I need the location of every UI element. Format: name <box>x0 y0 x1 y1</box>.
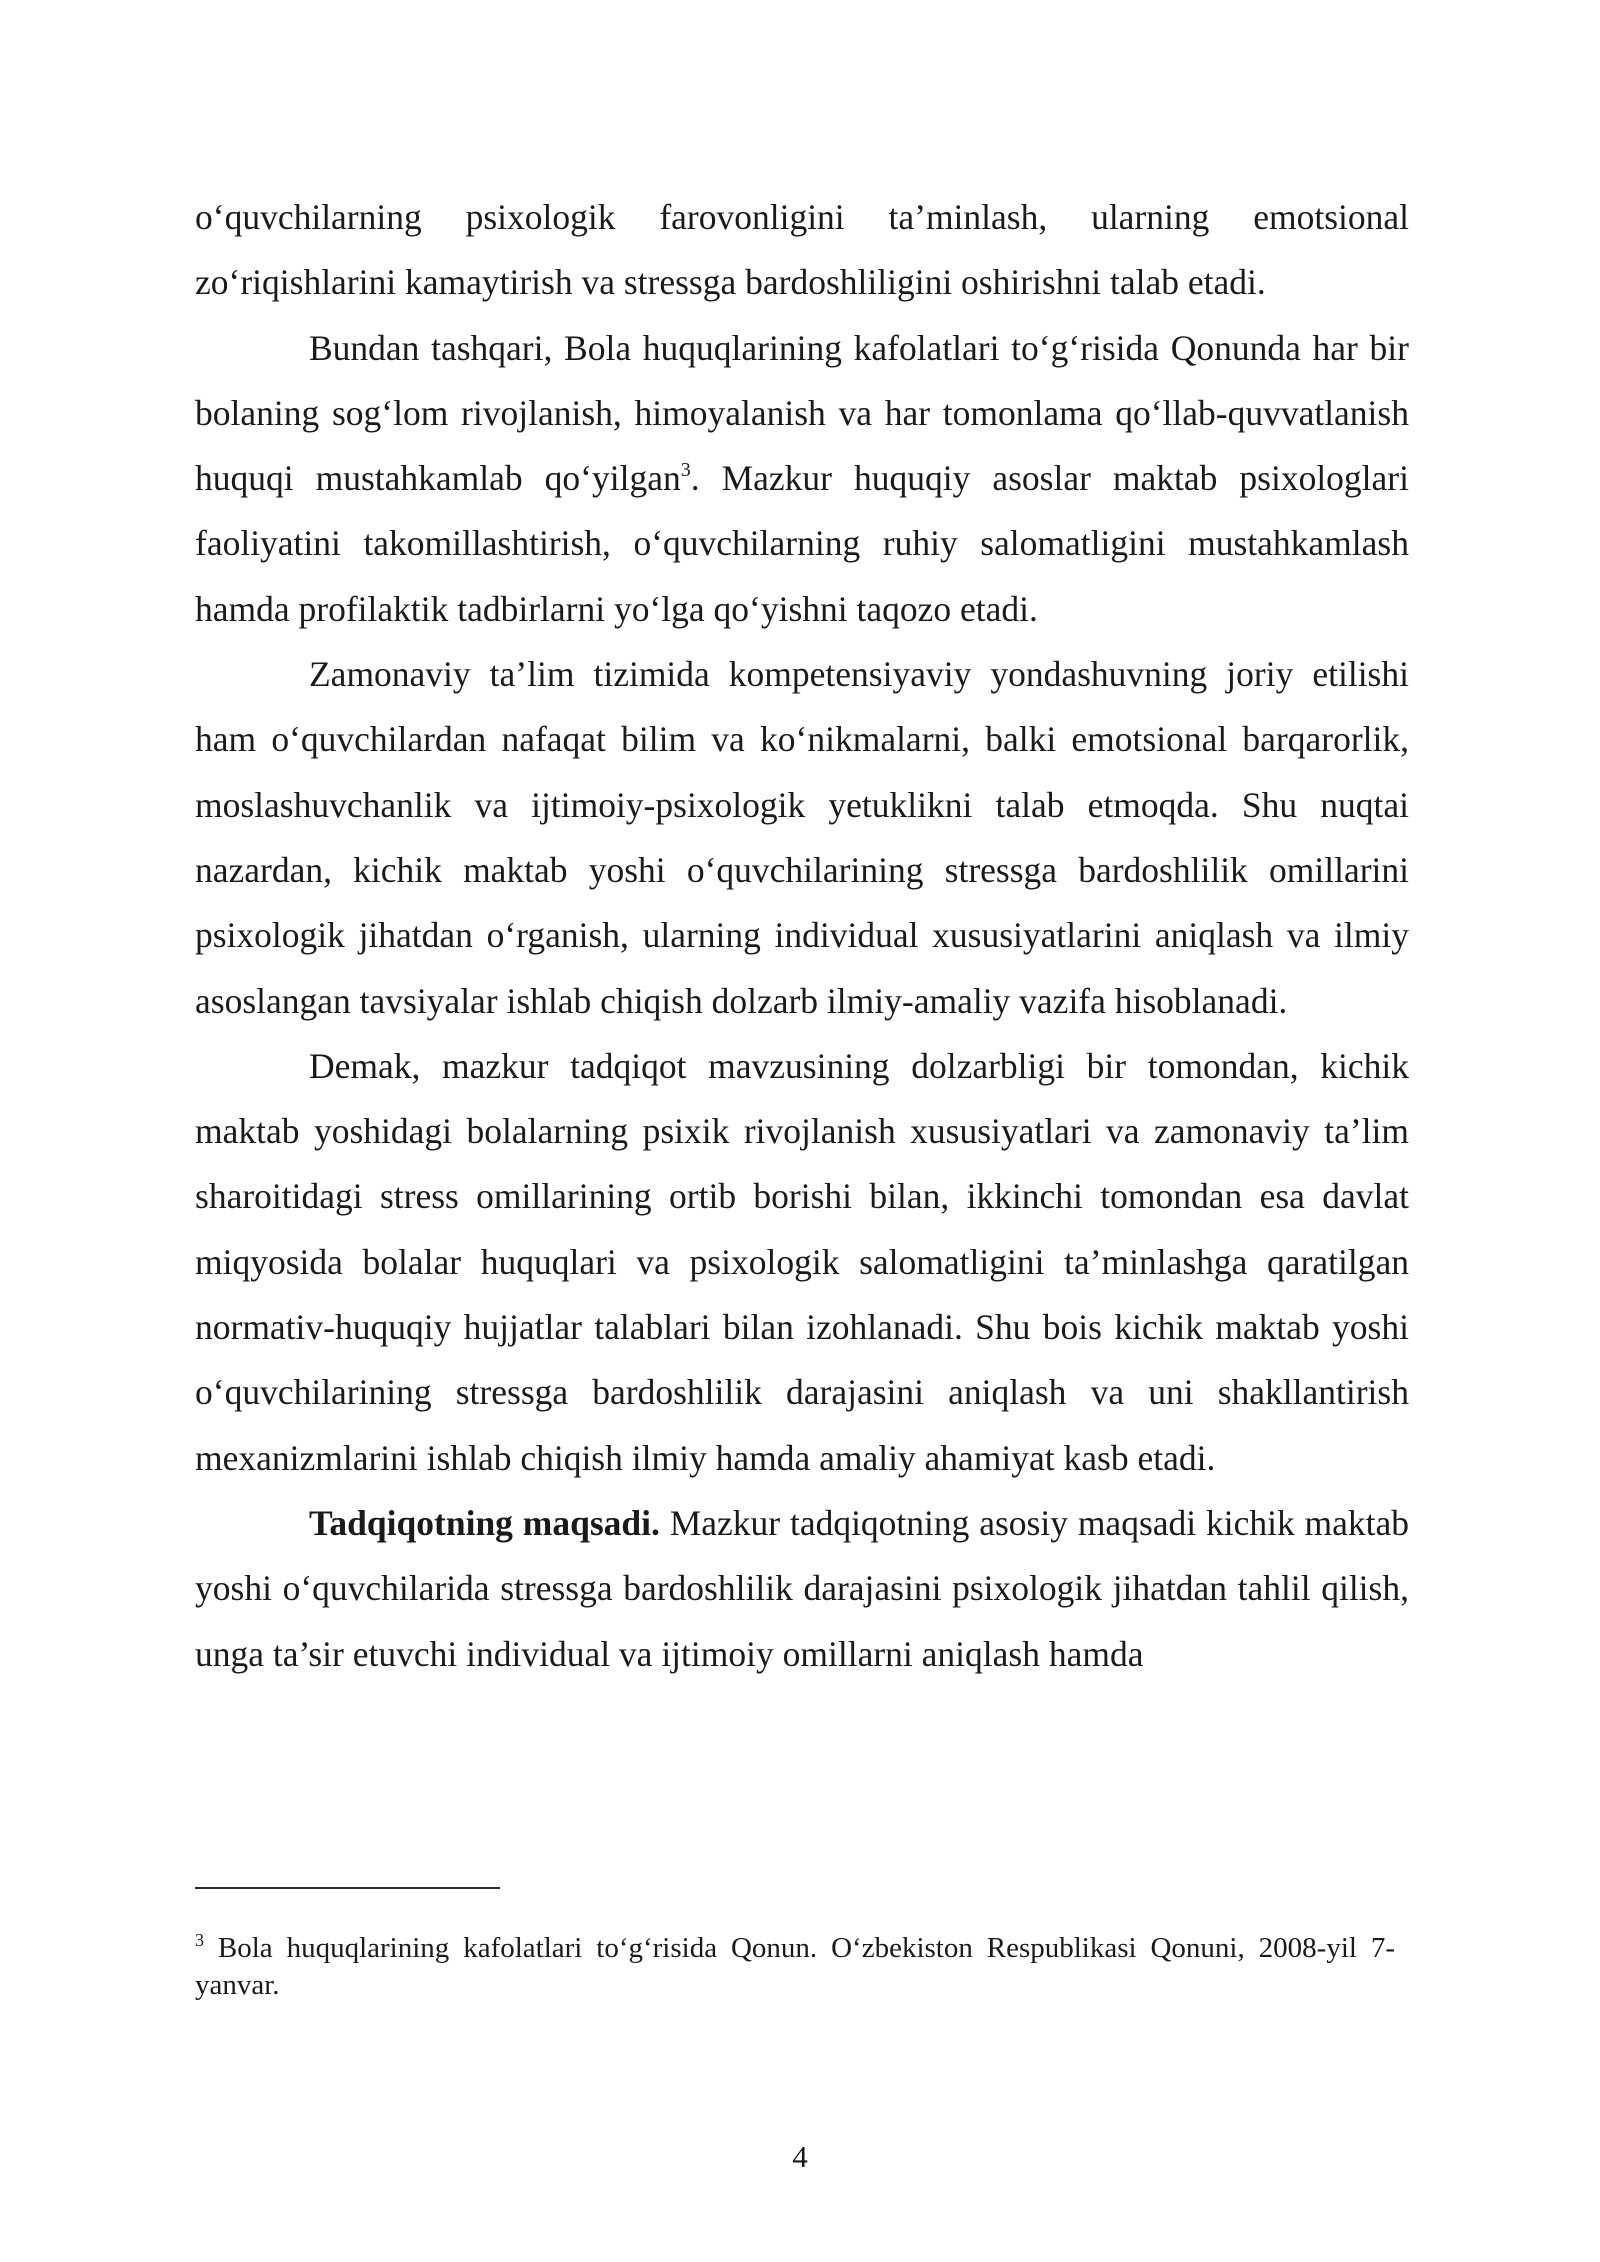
main-text <box>195 185 1409 1687</box>
section-heading: Tadqiqotning maqsadi. <box>309 1502 660 1543</box>
footnote-text: Bola huquqlarining kafolatlari to‘g‘risida Qonun. O‘zbekiston Respublikasi Qonuni, 2008-yil 7-yanvar. <box>195 1932 1395 2001</box>
footnote-separator <box>195 1887 500 1889</box>
paragraph-legal-basis <box>195 316 1409 642</box>
footnote-reference[interactable]: 3 <box>680 459 691 482</box>
paragraph-text: Mazkur tadqiqotning asosiy maqsadi kichik maktab yoshi o‘quvchilarida stressga bardoshlilik darajasini psixologik jihatdan tahlil qilish, unga ta’sir etuvchi individual va ijtimoiy omillarni aniqlash hamda <box>195 1502 1410 1674</box>
paragraph-continuation: o‘quvchilarning psixologik farovonligini ta’minlash, ularning emotsional zo‘riqishlarini kamaytirish va stressga bardoshliligini oshirishni talab etadi. <box>195 197 1409 303</box>
paragraph-text: . Mazkur huquqiy asoslar maktab psixologlari faoliyatini takomillashtirish, o‘quvchilarning ruhiy salomatligini mustahkamlash hamda profilaktik tadbirlarni yo‘lga qo‘yishni taqozo etadi. <box>195 458 1409 629</box>
footnote-marker: 3 <box>195 1930 204 1950</box>
footnote <box>195 1930 1395 2004</box>
paragraph-research-goal <box>195 1491 1409 1687</box>
paragraph-relevance: Demak, mazkur tadqiqot mavzusining dolzarbligi bir tomondan, kichik maktab yoshidagi bolalarning psixik rivojlanish xususiyatlari va zamonaviy ta’lim sharoitidagi stress omillarining ortib borishi bilan, ikkinchi tomondan esa davlat miqyosida bolalar huquqlari va psixologik salomatligini ta’minlashga qaratilgan normativ-huquqiy hujjatlar talablari bilan izohlanadi. Shu bois kichik maktab yoshi o‘quvchilarining stressga bardoshlilik darajasini aniqlash va uni shakllantirish mexanizmlarini ishlab chiqish ilmiy hamda amaliy ahamiyat kasb etadi. <box>195 1045 1409 1478</box>
paragraph-text: Bundan tashqari, Bola huquqlarining kafolatlari to‘g‘risida Qonunda har bir bolaning sog‘lom rivojlanish, himoyalanish va har tomonlama qo‘llab-quvvatlanish huquqi mustahkamlab qo‘yilgan <box>195 327 1409 499</box>
page-number: 4 <box>792 2139 808 2174</box>
paragraph-competency: Zamonaviy ta’lim tizimida kompetensiyaviy yondashuvning joriy etilishi ham o‘quvchilardan nafaqat bilim va ko‘nikmalarni, balki emotsional barqarorlik, moslashuvchanlik va ijtimoiy-psixologik yetuklikni talab etmoqda. Shu nuqtai nazardan, kichik maktab yoshi o‘quvchilarining stressga bardoshlilik omillarini psixologik jihatdan o‘rganish, ularning individual xususiyatlarini aniqlash va ilmiy asoslangan tavsiyalar ishlab chiqish dolzarb ilmiy-amaliy vazifa hisoblanadi. <box>195 654 1409 1021</box>
